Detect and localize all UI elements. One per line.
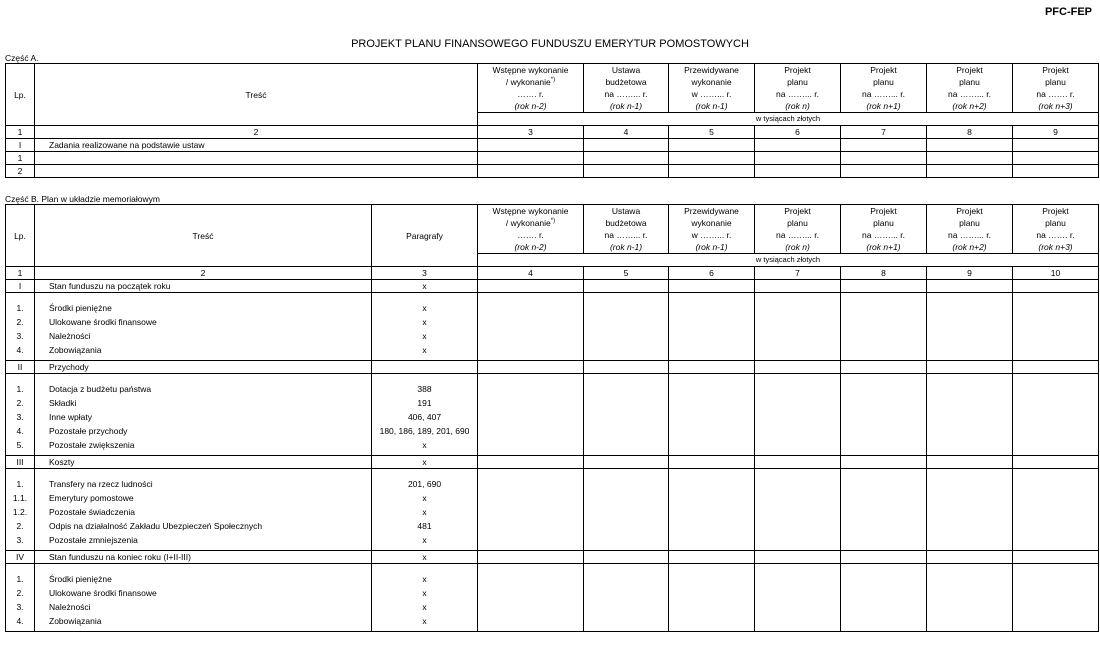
item-paragrafy-line: x bbox=[422, 507, 427, 517]
column-header-l4: (rok n) bbox=[755, 100, 841, 113]
item-lp-line: 1. bbox=[16, 384, 24, 394]
value-cell bbox=[669, 165, 755, 178]
item-lp-line: 3. bbox=[16, 412, 24, 422]
section-items-row bbox=[6, 469, 1099, 551]
item-lp-line: 4. bbox=[16, 616, 24, 626]
value-cell bbox=[669, 374, 755, 456]
section-paragrafy bbox=[372, 361, 478, 374]
value-cell bbox=[927, 564, 1013, 632]
value-cell bbox=[755, 469, 841, 551]
value-cell bbox=[478, 152, 584, 165]
value-cell bbox=[841, 551, 927, 564]
value-cell bbox=[755, 564, 841, 632]
column-header-l4: (rok n-1) bbox=[584, 100, 669, 113]
item-tresc-line: Emerytury pomostowe bbox=[49, 493, 134, 503]
item-paragrafy-line: 481 bbox=[417, 521, 432, 531]
column-header-l4: (rok n-1) bbox=[669, 100, 755, 113]
item-paragrafy-line: x bbox=[422, 493, 427, 503]
item-paragrafy-line: 388 bbox=[417, 384, 432, 394]
value-cell bbox=[927, 361, 1013, 374]
column-number-row bbox=[6, 126, 1099, 139]
column-header-l4: (rok n+2) bbox=[927, 100, 1013, 113]
column-header-l4: (rok n+3) bbox=[1013, 100, 1099, 113]
column-header-l1: Projekt bbox=[841, 64, 927, 77]
item-tresc-line: Pozostałe zmniejszenia bbox=[49, 535, 138, 545]
value-cell bbox=[841, 361, 927, 374]
column-header-l2 bbox=[478, 217, 584, 229]
column-header-l3: na ……... r. bbox=[927, 88, 1013, 100]
column-number: 3 bbox=[478, 126, 584, 139]
item-lp-line: 2. bbox=[16, 398, 24, 408]
column-number-row bbox=[6, 267, 1099, 280]
value-cell bbox=[927, 165, 1013, 178]
part-a-body bbox=[6, 64, 1099, 178]
column-number: 9 bbox=[927, 267, 1013, 280]
row-lp: I bbox=[6, 139, 35, 152]
column-header-l2: planu bbox=[841, 217, 927, 229]
item-tresc-line: Należności bbox=[49, 602, 91, 612]
section-row bbox=[6, 551, 1099, 564]
item-paragrafy-line: 191 bbox=[417, 398, 432, 408]
value-cell bbox=[841, 280, 927, 293]
column-number: 4 bbox=[584, 126, 669, 139]
part-a-table bbox=[5, 63, 1099, 178]
item-tresc-line: Środki pieniężne bbox=[49, 574, 112, 584]
paragrafy-header: Paragrafy bbox=[372, 205, 478, 267]
item-paragrafy-line: x bbox=[422, 317, 427, 327]
item-lp bbox=[6, 469, 35, 551]
column-number: 6 bbox=[669, 267, 755, 280]
item-paragrafy-line: 201, 690 bbox=[407, 479, 442, 489]
item-tresc-line: Odpis na działalność Zakładu Ubezpieczeń Społecznych bbox=[49, 521, 263, 531]
value-cell bbox=[478, 280, 584, 293]
item-tresc-line: Ulokowane środki finansowe bbox=[49, 588, 157, 598]
section-tresc: Przychody bbox=[35, 361, 372, 374]
column-number: 5 bbox=[584, 267, 669, 280]
item-lp-line: 2. bbox=[16, 521, 24, 531]
value-cell bbox=[584, 551, 669, 564]
column-header-l2: wykonanie bbox=[669, 217, 755, 229]
value-cell bbox=[927, 293, 1013, 361]
column-header-text: / wykonanie bbox=[505, 218, 551, 228]
item-tresc-line: Pozostałe świadczenia bbox=[49, 507, 135, 517]
unit-label: w tysiącach złotych bbox=[478, 254, 1099, 267]
table-row bbox=[6, 139, 1099, 152]
column-header-l2: planu bbox=[841, 76, 927, 88]
column-header-l2: budżetowa bbox=[584, 76, 669, 88]
column-header-l4: (rok n) bbox=[755, 241, 841, 254]
column-header-l3: na ……... r. bbox=[755, 88, 841, 100]
item-lp-line: 1. bbox=[16, 574, 24, 584]
column-header-l3: ……. r. bbox=[478, 88, 584, 100]
item-paragrafy-line: 406, 407 bbox=[407, 412, 442, 422]
footnote-mark: *) bbox=[550, 218, 556, 225]
item-paragrafy-line: x bbox=[422, 616, 427, 626]
section-lp: IV bbox=[6, 551, 35, 564]
item-paragrafy-line: x bbox=[422, 331, 427, 341]
item-lp-line: 4. bbox=[16, 426, 24, 436]
value-cell bbox=[584, 564, 669, 632]
item-lp-line: 1. bbox=[16, 303, 24, 313]
column-header-l3: na ……... r. bbox=[927, 229, 1013, 241]
value-cell bbox=[478, 469, 584, 551]
header-row bbox=[6, 64, 1099, 77]
column-number: 1 bbox=[6, 267, 35, 280]
item-lp bbox=[6, 564, 35, 632]
column-header-l1: Ustawa bbox=[584, 64, 669, 77]
item-lp bbox=[6, 374, 35, 456]
value-cell bbox=[1013, 139, 1099, 152]
column-header-l4: (rok n-1) bbox=[584, 241, 669, 254]
column-number: 7 bbox=[755, 267, 841, 280]
part-b-label: Część B. Plan w układzie memoriałowym bbox=[5, 194, 160, 204]
column-number: 8 bbox=[927, 126, 1013, 139]
column-header-l2: budżetowa bbox=[584, 217, 669, 229]
value-cell bbox=[755, 165, 841, 178]
item-paragrafy-line: 180, 186, 189, 201, 690 bbox=[379, 426, 470, 436]
value-cell bbox=[584, 361, 669, 374]
value-cell bbox=[584, 152, 669, 165]
value-cell bbox=[1013, 551, 1099, 564]
column-header-l4: (rok n+1) bbox=[841, 241, 927, 254]
column-header-l1: Przewidywane bbox=[669, 64, 755, 77]
column-header-l1: Projekt bbox=[755, 205, 841, 218]
column-header-l3: na ……... r. bbox=[755, 229, 841, 241]
part-a-label: Część A. bbox=[5, 53, 39, 63]
section-items-row bbox=[6, 293, 1099, 361]
column-number: 3 bbox=[372, 267, 478, 280]
value-cell bbox=[755, 361, 841, 374]
item-lp-line: 3. bbox=[16, 602, 24, 612]
item-paragrafy-line: x bbox=[422, 588, 427, 598]
item-paragrafy-line: x bbox=[422, 440, 427, 450]
value-cell bbox=[841, 374, 927, 456]
column-header-l4: (rok n-2) bbox=[478, 100, 584, 113]
item-lp-line: 1.1. bbox=[12, 493, 28, 503]
item-paragrafy-line: x bbox=[422, 303, 427, 313]
section-lp: II bbox=[6, 361, 35, 374]
column-header-l2: planu bbox=[1013, 76, 1099, 88]
value-cell bbox=[1013, 361, 1099, 374]
column-header-l4: (rok n+1) bbox=[841, 100, 927, 113]
item-tresc-line: Inne wpłaty bbox=[49, 412, 92, 422]
section-items-row bbox=[6, 564, 1099, 632]
item-lp bbox=[6, 293, 35, 361]
column-header-l2: planu bbox=[755, 217, 841, 229]
value-cell bbox=[669, 469, 755, 551]
value-cell bbox=[1013, 469, 1099, 551]
item-tresc-line: Środki pieniężne bbox=[49, 303, 112, 313]
section-row bbox=[6, 361, 1099, 374]
value-cell bbox=[584, 374, 669, 456]
document-title: PROJEKT PLANU FINANSOWEGO FUNDUSZU EMERYTUR POMOSTOWYCH bbox=[351, 38, 749, 50]
value-cell bbox=[669, 551, 755, 564]
item-tresc-line: Pozostałe zwiększenia bbox=[49, 440, 135, 450]
column-header-l3: na ……. r. bbox=[1013, 229, 1099, 241]
column-header-l1: Projekt bbox=[1013, 64, 1099, 77]
value-cell bbox=[1013, 165, 1099, 178]
item-tresc bbox=[35, 293, 372, 361]
value-cell bbox=[755, 139, 841, 152]
column-number: 9 bbox=[1013, 126, 1099, 139]
column-number: 1 bbox=[6, 126, 35, 139]
item-paragrafy-line: x bbox=[422, 345, 427, 355]
column-header-l2: planu bbox=[1013, 217, 1099, 229]
item-lp-line: 1.2. bbox=[12, 507, 28, 517]
section-paragrafy: x bbox=[372, 280, 478, 293]
table-row bbox=[6, 165, 1099, 178]
section-paragrafy: x bbox=[372, 551, 478, 564]
item-paragrafy bbox=[372, 374, 478, 456]
column-number: 8 bbox=[841, 267, 927, 280]
section-lp: III bbox=[6, 456, 35, 469]
column-number: 10 bbox=[1013, 267, 1099, 280]
section-row bbox=[6, 456, 1099, 469]
column-header-l3: w ……... r. bbox=[669, 88, 755, 100]
value-cell bbox=[841, 456, 927, 469]
row-tresc bbox=[35, 152, 478, 165]
value-cell bbox=[478, 139, 584, 152]
column-header-text: / wykonanie bbox=[505, 77, 551, 87]
value-cell bbox=[584, 293, 669, 361]
row-lp: 2 bbox=[6, 165, 35, 178]
footnote-mark: *) bbox=[550, 77, 556, 84]
header-row bbox=[6, 205, 1099, 218]
item-lp-line: 4. bbox=[16, 345, 24, 355]
tresc-header: Treść bbox=[35, 64, 478, 126]
column-number: 5 bbox=[669, 126, 755, 139]
value-cell bbox=[669, 280, 755, 293]
value-cell bbox=[478, 551, 584, 564]
item-tresc-line: Transfery na rzecz ludności bbox=[49, 479, 153, 489]
row-tresc: Zadania realizowane na podstawie ustaw bbox=[35, 139, 478, 152]
section-tresc: Koszty bbox=[35, 456, 372, 469]
item-lp-line: 2. bbox=[16, 588, 24, 598]
column-number: 4 bbox=[478, 267, 584, 280]
value-cell bbox=[478, 374, 584, 456]
section-row bbox=[6, 280, 1099, 293]
column-number: 7 bbox=[841, 126, 927, 139]
column-header-l4: (rok n-2) bbox=[478, 241, 584, 254]
value-cell bbox=[755, 456, 841, 469]
item-tresc bbox=[35, 469, 372, 551]
section-lp: I bbox=[6, 280, 35, 293]
value-cell bbox=[841, 293, 927, 361]
column-number: 6 bbox=[755, 126, 841, 139]
value-cell bbox=[478, 165, 584, 178]
row-lp: 1 bbox=[6, 152, 35, 165]
value-cell bbox=[927, 551, 1013, 564]
value-cell bbox=[927, 374, 1013, 456]
part-b-body bbox=[6, 205, 1099, 632]
value-cell bbox=[1013, 293, 1099, 361]
section-paragrafy: x bbox=[372, 456, 478, 469]
value-cell bbox=[478, 361, 584, 374]
value-cell bbox=[755, 280, 841, 293]
value-cell bbox=[1013, 456, 1099, 469]
value-cell bbox=[584, 280, 669, 293]
value-cell bbox=[927, 152, 1013, 165]
value-cell bbox=[841, 152, 927, 165]
column-header-l3: na ……... r. bbox=[841, 229, 927, 241]
item-tresc-line: Dotacja z budżetu państwa bbox=[49, 384, 152, 394]
value-cell bbox=[927, 469, 1013, 551]
item-lp-line: 3. bbox=[16, 535, 24, 545]
lp-header: Lp. bbox=[6, 64, 35, 126]
item-paragrafy bbox=[372, 293, 478, 361]
column-number: 2 bbox=[35, 267, 372, 280]
value-cell bbox=[841, 165, 927, 178]
value-cell bbox=[478, 456, 584, 469]
value-cell bbox=[927, 139, 1013, 152]
section-tresc: Stan funduszu na koniec roku (I+II-III) bbox=[35, 551, 372, 564]
column-header-l2: planu bbox=[927, 76, 1013, 88]
item-paragrafy bbox=[372, 469, 478, 551]
column-header-l1: Projekt bbox=[927, 205, 1013, 218]
value-cell bbox=[669, 293, 755, 361]
item-tresc-line: Pozostałe przychody bbox=[49, 426, 128, 436]
item-tresc-line: Zobowiązania bbox=[49, 616, 102, 626]
column-header-l1: Projekt bbox=[927, 64, 1013, 77]
value-cell bbox=[841, 564, 927, 632]
item-tresc-line: Składki bbox=[49, 398, 77, 408]
value-cell bbox=[584, 456, 669, 469]
value-cell bbox=[669, 361, 755, 374]
item-lp-line: 2. bbox=[16, 317, 24, 327]
section-tresc: Stan funduszu na początek roku bbox=[35, 280, 372, 293]
value-cell bbox=[669, 564, 755, 632]
value-cell bbox=[927, 456, 1013, 469]
value-cell bbox=[584, 139, 669, 152]
value-cell bbox=[478, 293, 584, 361]
value-cell bbox=[478, 564, 584, 632]
value-cell bbox=[1013, 374, 1099, 456]
value-cell bbox=[669, 456, 755, 469]
column-header-l4: (rok n+3) bbox=[1013, 241, 1099, 254]
part-b-table bbox=[5, 204, 1099, 632]
item-lp-line: 1. bbox=[16, 479, 24, 489]
column-number: 2 bbox=[35, 126, 478, 139]
column-header-l2: wykonanie bbox=[669, 76, 755, 88]
value-cell bbox=[1013, 152, 1099, 165]
value-cell bbox=[755, 152, 841, 165]
column-header-l3: na ……... r. bbox=[584, 229, 669, 241]
column-header-l3: na ……... r. bbox=[841, 88, 927, 100]
column-header-l4: (rok n+2) bbox=[927, 241, 1013, 254]
item-paragrafy-line: x bbox=[422, 574, 427, 584]
value-cell bbox=[755, 551, 841, 564]
item-paragrafy-line: x bbox=[422, 535, 427, 545]
column-header-l4: (rok n-1) bbox=[669, 241, 755, 254]
value-cell bbox=[669, 152, 755, 165]
value-cell bbox=[841, 469, 927, 551]
column-header-l2 bbox=[478, 76, 584, 88]
column-header-l1: Projekt bbox=[755, 64, 841, 77]
item-tresc-line: Zobowiązania bbox=[49, 345, 102, 355]
item-paragrafy bbox=[372, 564, 478, 632]
column-header-l1: Projekt bbox=[841, 205, 927, 218]
column-header-l3: na ……... r. bbox=[584, 88, 669, 100]
column-header-l1: Wstępne wykonanie bbox=[478, 205, 584, 218]
column-header-l3: na ……. r. bbox=[1013, 88, 1099, 100]
value-cell bbox=[1013, 564, 1099, 632]
column-header-l2: planu bbox=[927, 217, 1013, 229]
item-tresc bbox=[35, 374, 372, 456]
item-lp-line: 3. bbox=[16, 331, 24, 341]
item-lp-line: 5. bbox=[16, 440, 24, 450]
column-header-l1: Ustawa bbox=[584, 205, 669, 218]
column-header-l3: w ……... r. bbox=[669, 229, 755, 241]
value-cell bbox=[755, 293, 841, 361]
column-header-l1: Przewidywane bbox=[669, 205, 755, 218]
value-cell bbox=[669, 139, 755, 152]
column-header-l2: planu bbox=[755, 76, 841, 88]
value-cell bbox=[841, 139, 927, 152]
table-row bbox=[6, 152, 1099, 165]
item-tresc-line: Ulokowane środki finansowe bbox=[49, 317, 157, 327]
value-cell bbox=[1013, 280, 1099, 293]
item-tresc bbox=[35, 564, 372, 632]
value-cell bbox=[927, 280, 1013, 293]
column-header-l3: ……. r. bbox=[478, 229, 584, 241]
value-cell bbox=[755, 374, 841, 456]
tresc-header: Treść bbox=[35, 205, 372, 267]
column-header-l1: Projekt bbox=[1013, 205, 1099, 218]
item-tresc-line: Należności bbox=[49, 331, 91, 341]
section-items-row bbox=[6, 374, 1099, 456]
value-cell bbox=[584, 165, 669, 178]
lp-header: Lp. bbox=[6, 205, 35, 267]
value-cell bbox=[584, 469, 669, 551]
form-code: PFC-FEP bbox=[1044, 6, 1092, 18]
unit-label: w tysiącach złotych bbox=[478, 113, 1099, 126]
column-header-l1: Wstępne wykonanie bbox=[478, 64, 584, 77]
row-tresc bbox=[35, 165, 478, 178]
item-paragrafy-line: x bbox=[422, 602, 427, 612]
